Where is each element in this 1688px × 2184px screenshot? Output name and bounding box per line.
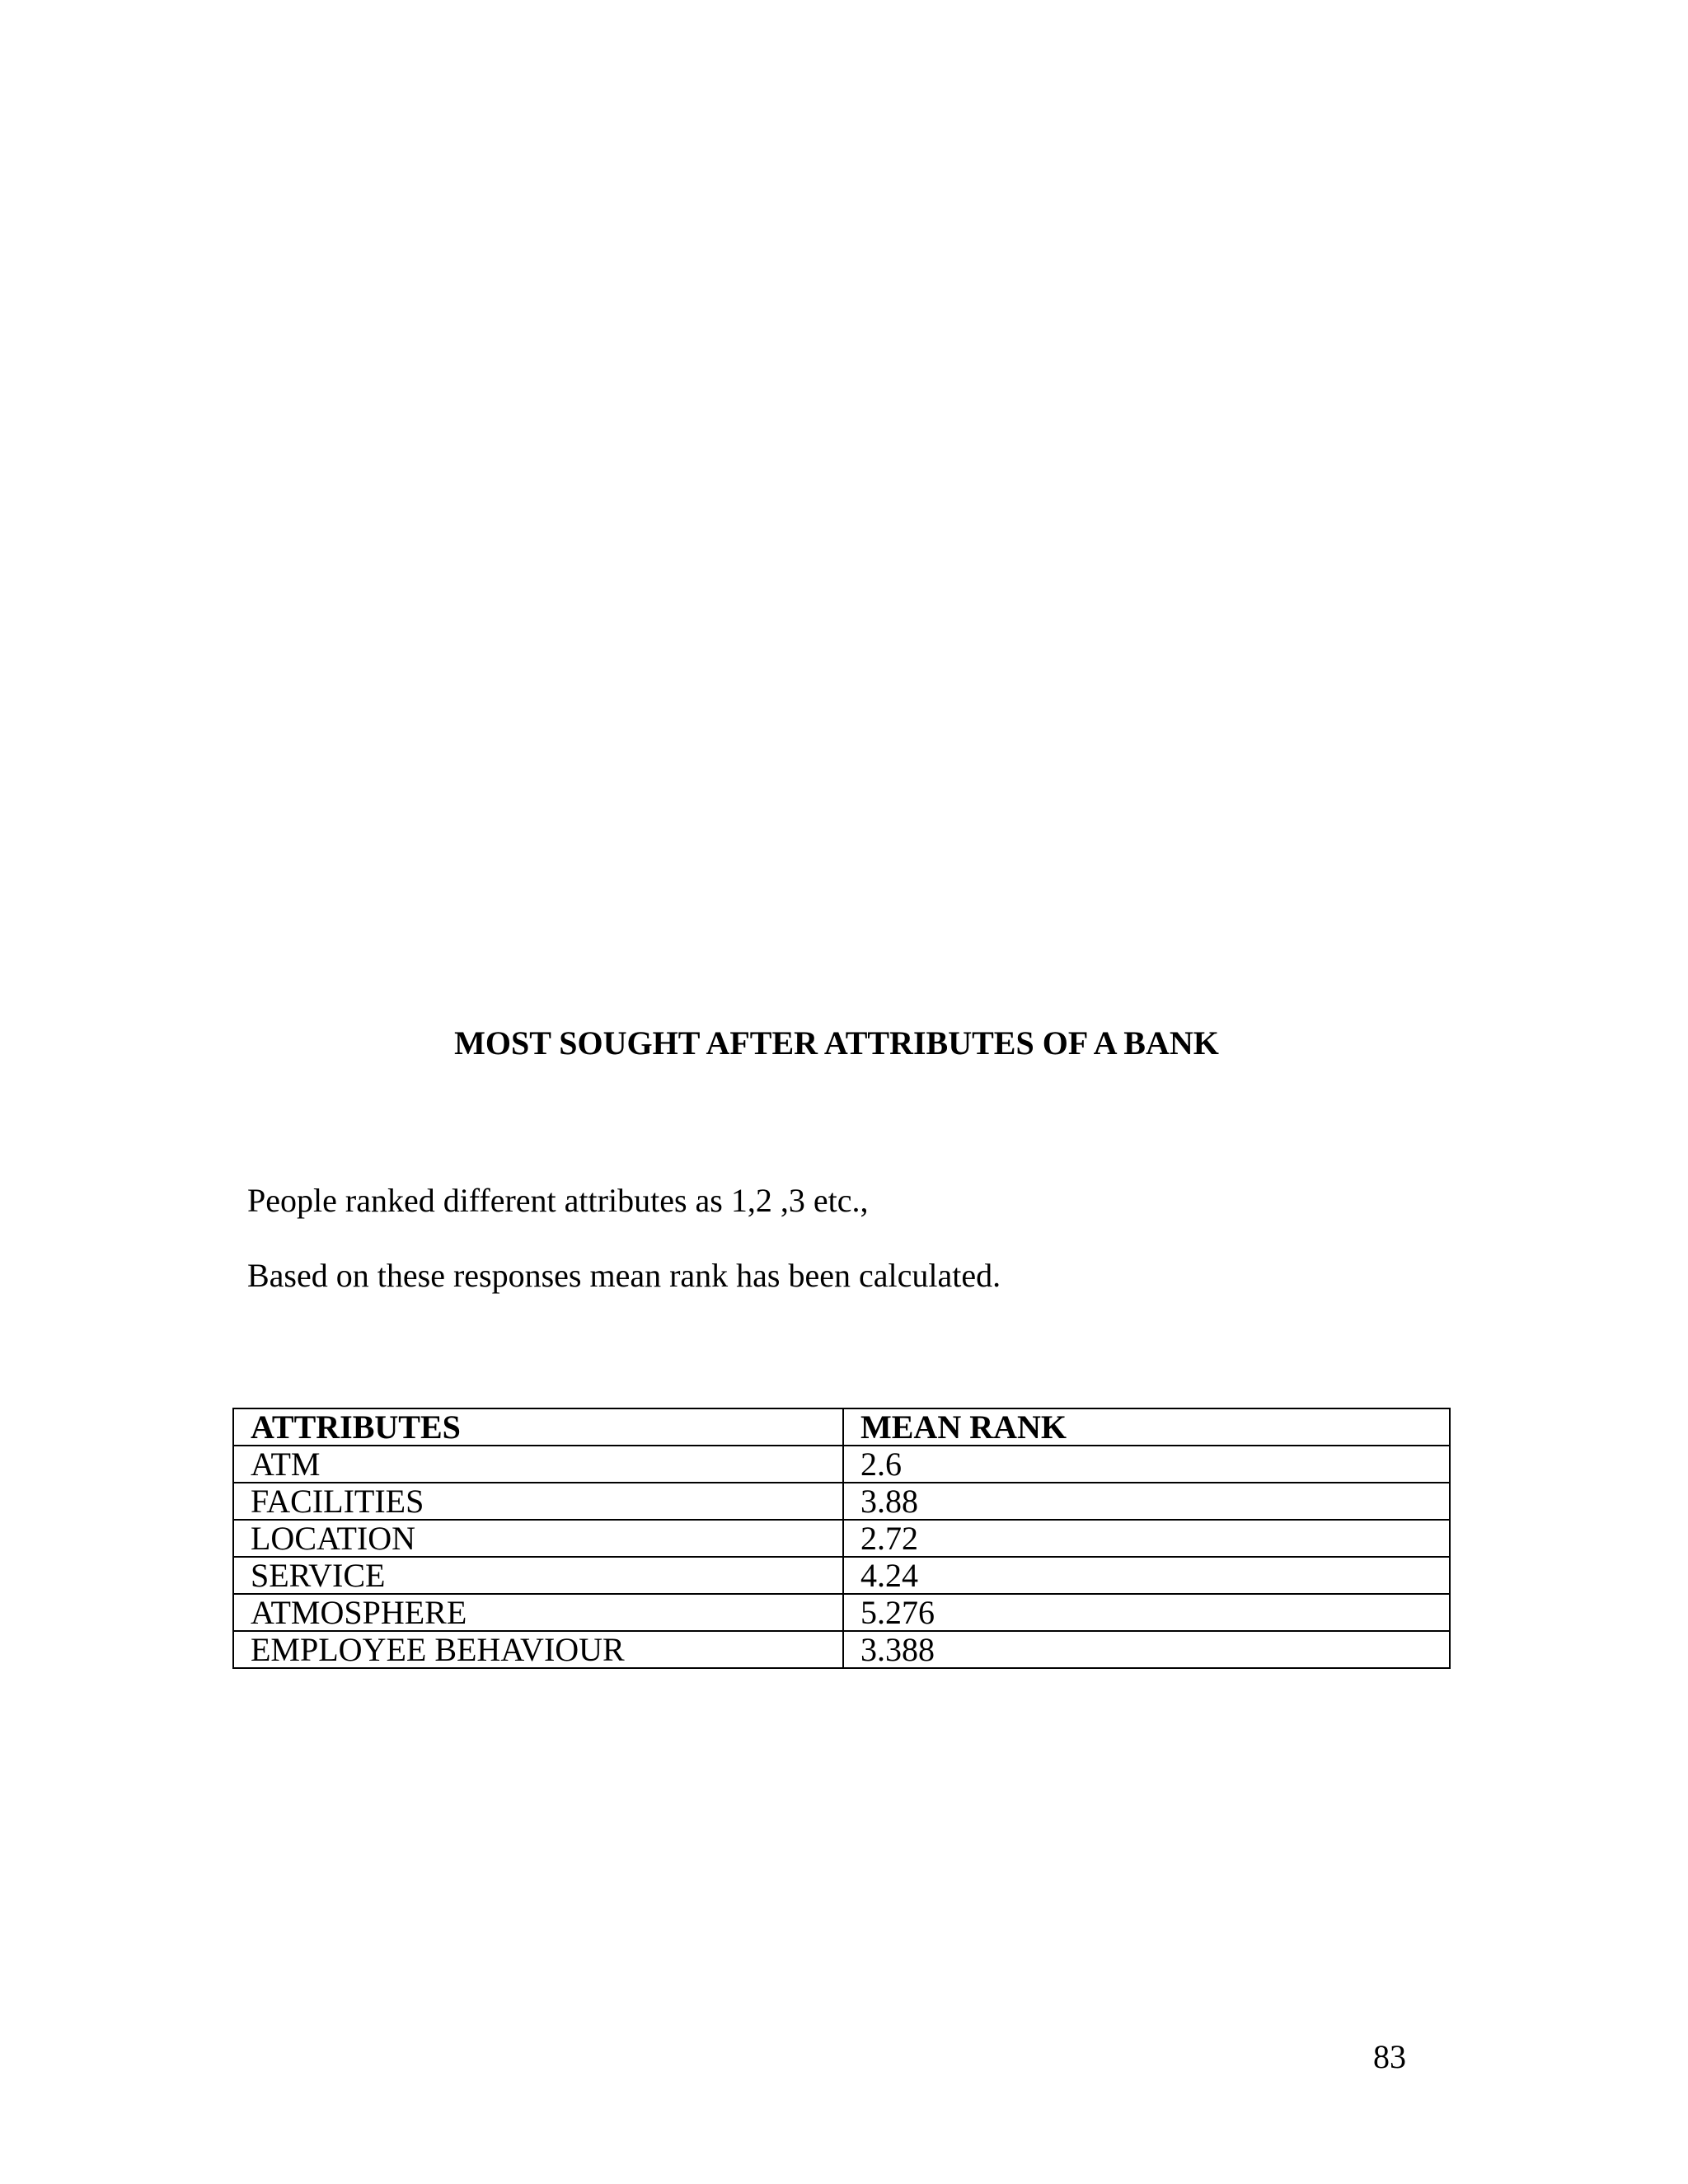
page-title-text: MOST SOUGHT AFTER ATTRIBUTES OF A BANK: [454, 1024, 1219, 1062]
mean-rank-cell: 3.388: [843, 1631, 1450, 1668]
mean-rank-cell: 5.276: [843, 1594, 1450, 1631]
attribute-cell: LOCATION: [233, 1520, 843, 1557]
intro-paragraph: People ranked different attributes as 1,2 ,3 etc.,: [247, 1182, 869, 1219]
table-header-row: [233, 1408, 1450, 1446]
page-number: 83: [1373, 2038, 1406, 2075]
page-title: [0, 1024, 1688, 1062]
table-row: [233, 1483, 1450, 1520]
mean-rank-cell: 4.24: [843, 1557, 1450, 1594]
table-row: [233, 1594, 1450, 1631]
mean-rank-cell: 3.88: [843, 1483, 1450, 1520]
method-paragraph: Based on these responses mean rank has been calculated.: [247, 1257, 1001, 1294]
attribute-cell: FACILITIES: [233, 1483, 843, 1520]
attribute-cell: EMPLOYEE BEHAVIOUR: [233, 1631, 843, 1668]
mean-rank-table: [232, 1408, 1451, 1669]
attribute-cell: ATM: [233, 1446, 843, 1483]
attribute-cell: SERVICE: [233, 1557, 843, 1594]
mean-rank-cell: 2.72: [843, 1520, 1450, 1557]
table-row: [233, 1557, 1450, 1594]
mean-rank-cell: 2.6: [843, 1446, 1450, 1483]
table-row: [233, 1520, 1450, 1557]
header-mean-rank: MEAN RANK: [843, 1408, 1450, 1446]
table-row: [233, 1446, 1450, 1483]
header-attributes: ATTRIBUTES: [233, 1408, 843, 1446]
table-row: [233, 1631, 1450, 1668]
attribute-cell: ATMOSPHERE: [233, 1594, 843, 1631]
